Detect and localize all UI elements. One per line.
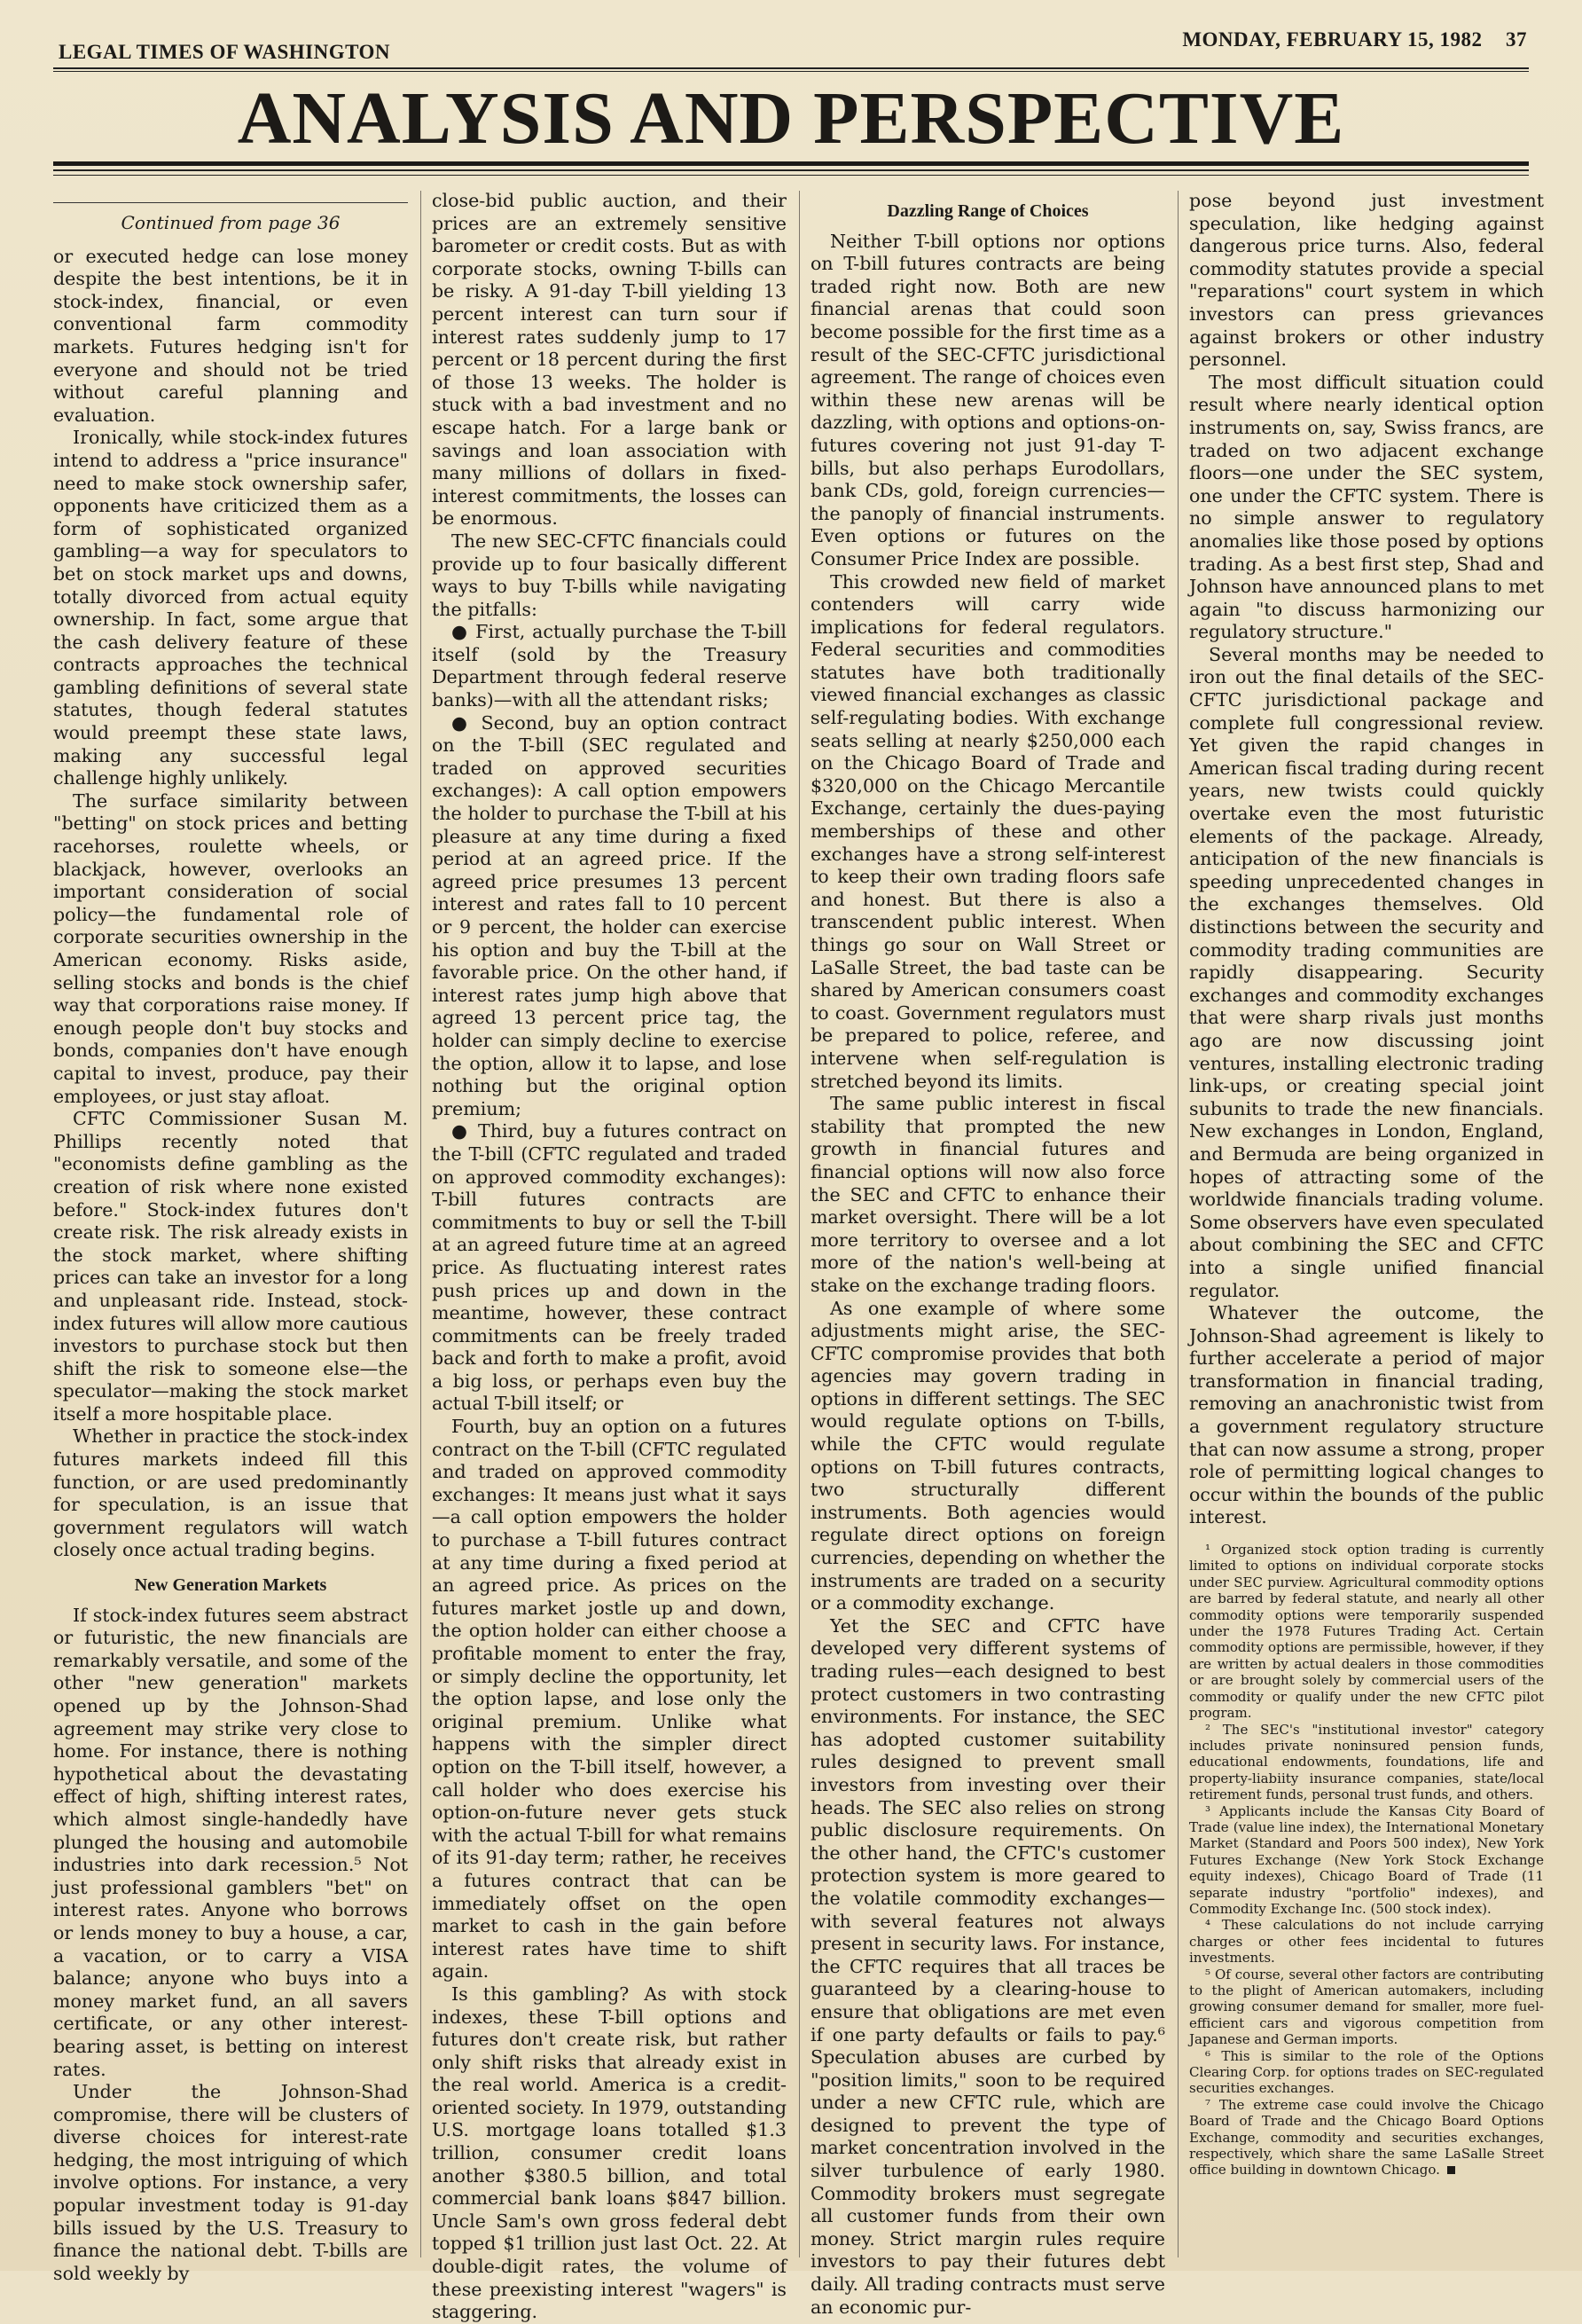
column-2 [432,190,787,2324]
continued-line: Continued from page 36 [53,202,408,235]
dateline [1182,28,1527,51]
column-1 [53,190,408,2285]
column-divider [1178,191,1179,2257]
paragraph: Ironically, while stock-index futures intend to address a "price insurance" need to make stock ownership safer, opponents have criticized them as a form of sophisticated organized gambling—a way for speculators to bet on stock market ups and downs, totally divorced from actual equity ownership. In fact, some argue that the cash delivery feature of these contracts approaches the technical gambling definitions of several state statutes, though federal statutes would preempt these state laws, making any successful legal challenge highly unlikely. [53,427,408,789]
paragraph: This crowded new field of market contenders will carry wide implications for federal regulators. Federal securities and commodities statutes have both traditionally viewed financial exchanges as classic self-regulating bodies. With exchange seats selling at nearly $250,000 each on the Chicago Board of Trade and $320,000 on the Chicago Mercantile Exchange, certainly the dues-paying memberships of these and other exchanges have a strong self-interest to keep their own trading floors safe and honest. But there is also a transcendent public interest. When things go sour on Wall Street or LaSalle Street, the bad taste can be shared by American consumers coast to coast. Government regulators must be prepared to police, referee, and intervene when self-regulation is stretched beyond its limits. [811,570,1165,1092]
footnote: ² The SEC's "institutional investor" category includes private noninsured pension funds, educational endowments, foundations, life and property-liabiity insurance companies, state/local retirement funds, personal trust funds, and others. [1189,1721,1544,1803]
paragraph: The new SEC-CFTC financials could provide up to four basically different ways to buy T-bills while navigating the pitfalls: [432,530,787,620]
paragraph: pose beyond just investment speculation, like hedging against dangerous price turns. Also, federal commodity statutes provide a special "reparations" court system in which investors can press grievances against brokers or other industry personnel. [1189,190,1544,371]
footnotes [1189,1542,1544,2179]
paragraph: Is this gambling? As with stock indexes, these T-bill options and futures don't create risk, but rather only shift risks that already exist in the real world. America is a credit-oriented society. In 1979, outstanding U.S. mortgage loans totalled $1.3 trillion, consumer credit loans another $380.5 billion, and total commercial bank loans $847 billion. Uncle Sam's own gross federal debt topped $1 trillion just last Oct. 22. At double-digit rates, the volume of these preexisting interest "wagers" is staggering. [432,1982,787,2323]
footnote: ⁶ This is similar to the role of the Options Clearing Corp. for options trades on SEC-regulated securities exchanges. [1189,2047,1544,2097]
paragraph: close-bid public auction, and their prices are an extremely sensitive barometer or credit costs. But as with corporate stocks, owning T-bills can be risky. A 91-day T-bill yielding 13 percent interest can turn sour if interest rates suddenly jump to 17 percent or 18 percent during the first of those 13 weeks. The holder is stuck with a bad investment and no escape hatch. For a large bank or savings and loan association with many millions of dollars in fixed-interest commitments, the losses can be enormous. [432,190,787,530]
paragraph: Fourth, buy an option on a futures contract on the T-bill (CFTC regulated and traded on approved commodity exchanges: It means just what it says—a call option empowers the holder to purchase a T-bill futures contract at any time during a fixed period at an agreed price. As prices on the futures market jostle up and down, the option holder can either choose a profitable moment to enter the fray, or simply decline the opportunity, let the option lapse, and lose only the original premium. Unlike what happens with the simpler direct option on the T-bill itself, however, a call holder who does exercise his option-on-future never gets stuck with the actual T-bill for what remains of its 91-day term; rather, he receives a futures contract that can be immediately offset on the open market to cash in the gain before interest rates have time to shift again. [432,1416,787,1982]
footnote: ³ Applicants include the Kansas City Board of Trade (value line index), the International Monetary Market (Standard and Poors 500 index), New York Futures Exchange (New York Stock Exchange equity indexes), Chicago Board of Trade (11 separate industry "portfolio" indexes), and Commodity Exchange Inc. (500 stock index). [1189,1802,1544,1917]
footnote-text: ⁷ The extreme case could involve the Chicago Board of Trade and the Chicago Board Options Exchange, commodity and securities exchanges, respectively, which share the same LaSalle Street office building in downtown Chicago. [1189,2096,1544,2179]
page-number: 37 [1506,28,1527,51]
paragraph: The surface similarity between "betting" on stock prices and betting racehorses, roulette wheels, or blackjack, however, overlooks an important consideration of social policy—the fundamental role of corporate securities ownership in the American economy. Risks aside, selling stocks and bonds is the chief way that corporations raise money. If enough people don't buy stocks and bonds, companies don't have enough capital to invest, produce, pay their employees, or just stay afloat. [53,789,408,1107]
title-rule-thin [53,169,1529,171]
column-divider [799,191,800,2257]
column-divider [420,191,421,2257]
column-4 [1189,190,1544,2179]
masthead-rule [53,67,1529,69]
paragraph: CFTC Commissioner Susan M. Phillips recently noted that "economists define gambling as the creation of risk where none existed before." Stock-index futures don't create risk. The risk already exists in the stock market, where shifting prices can take an investor for a long and unpleasant ride. Instead, stock-index futures will allow more cautious investors to purchase stock but then shift the risk to someone else—the speculator—making the stock market itself a more hospitable place. [53,1108,408,1425]
masthead-rule-2 [53,71,1529,72]
paragraph: As one example of where some adjustments might arise, the SEC-CFTC compromise provides that both agencies may govern trading in options in different settings. The SEC would regulate options on T-bills, while the CFTC would regulate options on T-bill futures contracts, two structurally different instruments. Both agencies would regulate direct options on foreign currencies, depending on whether the instruments are traded on a security or a commodity exchange. [811,1297,1165,1614]
date: MONDAY, FEBRUARY 15, 1982 [1182,28,1483,51]
title-rule-hair [53,175,1529,176]
bullet-paragraph: ● Second, buy an option contract on the T-bill (SEC regulated and traded on approved securities exchanges): A call option empowers the holder to purchase the T-bill at his pleasure at any time during a fixed period at an agreed price. If the agreed price presumes 13 percent interest and rates fall to 10 percent or 9 percent, the holder can exercise his option and buy the T-bill at the favorable price. On the other hand, if interest rates jump high above that agreed 13 percent price tag, the holder can simply decline to exercise the option, allow it to lapse, and lose nothing but the original option premium; [432,711,787,1119]
paragraph: If stock-index futures seem abstract or futuristic, the new financials are remarkably versatile, and some of the other "new generation" markets opened up by the Johnson-Shad agreement may strike very close to home. For instance, there is nothing hypothetical about the devastating effect of high, shifting interest rates, which almost single-handedly have plunged the housing and automobile industries into dark recession.⁵ Not just professional gamblers "bet" on interest rates. Anyone who borrows or lends money to buy a house, a car, a vacation, or to carry a VISA balance; anyone who buys into a money market fund, an all savers certificate, or any other interest-bearing asset, is betting on interest rates. [53,1604,408,2080]
paragraph: Several months may be needed to iron out the final details of the SEC-CFTC jurisdictional package and complete full congressional review. Yet given the rapid changes in American fiscal trading during recent years, new twists could quickly overtake even the most futuristic elements of the package. Already, anticipation of the new financials is speeding unprecedented changes in the exchanges themselves. Old distinctions between the security and commodity trading communities are rapidly disappearing. Security exchanges and commodity exchanges that were sharp rivals just months ago are now discussing joint ventures, installing electronic trading link-ups, or creating special joint subunits to trade the new financials. New exchanges in London, England, and Bermuda are being organized in hopes of attracting some of the worldwide financials trading volume. Some observers have even speculated about combining the SEC and CFTC into a single unified financial regulator. [1189,643,1544,1301]
paragraph: The most difficult situation could result where nearly identical option instruments on, say, Swiss francs, are traded on two adjacent exchange floors—one under the SEC system, one under the CFTC system. There is no simple answer to regulatory anomalies like those posed by options trading. As a best first step, Shad and Johnson have announced plans to met again "to discuss harmonizing our regulatory structure." [1189,371,1544,643]
end-of-article-mark [1447,2166,1455,2174]
footnote: ⁵ Of course, several other factors are contributing to the plight of American automakers, including growing consumer demand for smaller, more fuel-efficient cars and vigorous competition from Japanese and German imports. [1189,1966,1544,2048]
subhead: New Generation Markets [134,1575,327,1596]
paragraph: Neither T-bill options nor options on T-bill futures contracts are being traded right now. Both are new financial arenas that could soon become possible for the first time as a result of the SEC-CFTC jurisdictional agreement. The range of choices even within these new arenas will be dazzling, with options and options-on-futures covering not just 91-day T-bills, but also perhaps Eurodollars, bank CDs, gold, foreign currencies—the panoply of financial instruments. Even options or futures on the Consumer Price Index are possible. [811,230,1165,569]
bullet-paragraph: ● Third, buy a futures contract on the T-bill (CFTC regulated and traded on approved commodity exchanges): T-bill futures contracts are commitments to buy or sell the T-bill at an agreed future time at an agreed price. As fluctuating interest rates push prices up and down in the meantime, however, these contract commitments can be freely traded back and forth to make a profit, avoid a big loss, or perhaps even buy the actual T-bill itself; or [432,1120,787,1415]
footnote: ⁴ These calculations do not include carrying charges or other fees incidental to futures investments. [1189,1917,1544,1967]
bullet-paragraph: ● First, actually purchase the T-bill itself (sold by the Treasury Department through federal reserve banks)—with all the attendant risks; [432,621,787,711]
publication-name: LEGAL TIMES OF WASHINGTON [59,41,391,63]
paragraph: Yet the SEC and CFTC have developed very different systems of trading rules—each designed to best protect customers in two contrasting environments. For instance, the SEC has adopted customer suitability rules designed to prevent small investors from investing over their heads. The SEC also relies on strong public disclosure requirements. On the other hand, the CFTC's customer protection system is more geared to the volatile commodity exchanges—with several features not always present in security laws. For instance, the CFTC requires that all traces be guaranteed by a clearing-house to ensure that obligations are met even if one party defaults or fails to pay.⁶ Speculation abuses are curbed by "position limits," soon to be required under a new CFTC rule, which are designed to prevent the type of market concentration involved in the silver turbulence of early 1980. Commodity brokers must segregate all customer funds from their own money. Strict margin rules require investors to pay their futures debt daily. All trading contracts must serve an economic pur- [811,1614,1165,2318]
paragraph: Whatever the outcome, the Johnson-Shad agreement is likely to further accelerate a period of major transformation in financial trading, removing an anachronistic twist from a government regulatory structure that can now assume a strong, proper role of permitting logical changes to occur within the bounds of the public interest. [1189,1302,1544,1528]
paragraph: The same public interest in fiscal stability that prompted the new growth in financial futures and financial options will now also force the SEC and CFTC to enhance their market oversight. There will be a lot more territory to oversee and a lot more of the nation's well-being at stake on the exchange trading floors. [811,1093,1165,1296]
title-rule-heavy [53,161,1529,166]
column-3 [811,190,1165,2319]
paragraph: Whether in practice the stock-index futures markets indeed fill this function, or are used predominantly for speculation, is an issue that government regulators will watch closely once actual trading begins. [53,1425,408,1561]
masthead [53,21,1529,66]
footnote: ¹ Organized stock option trading is currently limited to options on individual corporate stocks under SEC purview. Agricultural commodity options are barred by federal statute, and nearly all other commodity options were temporarily suspended under the 1978 Futures Trading Act. Certain commodity options are permissible, however, if they are written by actual dealers in those commodities or are brought solely by commercial users of the commodity or qualify under the new CFTC pilot program. [1189,1542,1544,1722]
footnote [1189,2097,1544,2179]
subhead: Dazzling Range of Choices [887,201,1089,221]
paragraph: or executed hedge can lose money despite the best intentions, be it in stock-index, financial, or even conventional farm commodity markets. Futures hedging isn't for everyone and should not be tried without careful planning and evaluation. [53,245,408,426]
paragraph: Under the Johnson-Shad compromise, there will be clusters of diverse choices for interest-rate hedging, the most intriguing of which involve options. For instance, a very popular investment today is 91-day bills issued by the U.S. Treasury to finance the national debt. T-bills are sold weekly by [53,2081,408,2284]
section-title: ANALYSIS AND PERSPECTIVE [237,77,1345,160]
